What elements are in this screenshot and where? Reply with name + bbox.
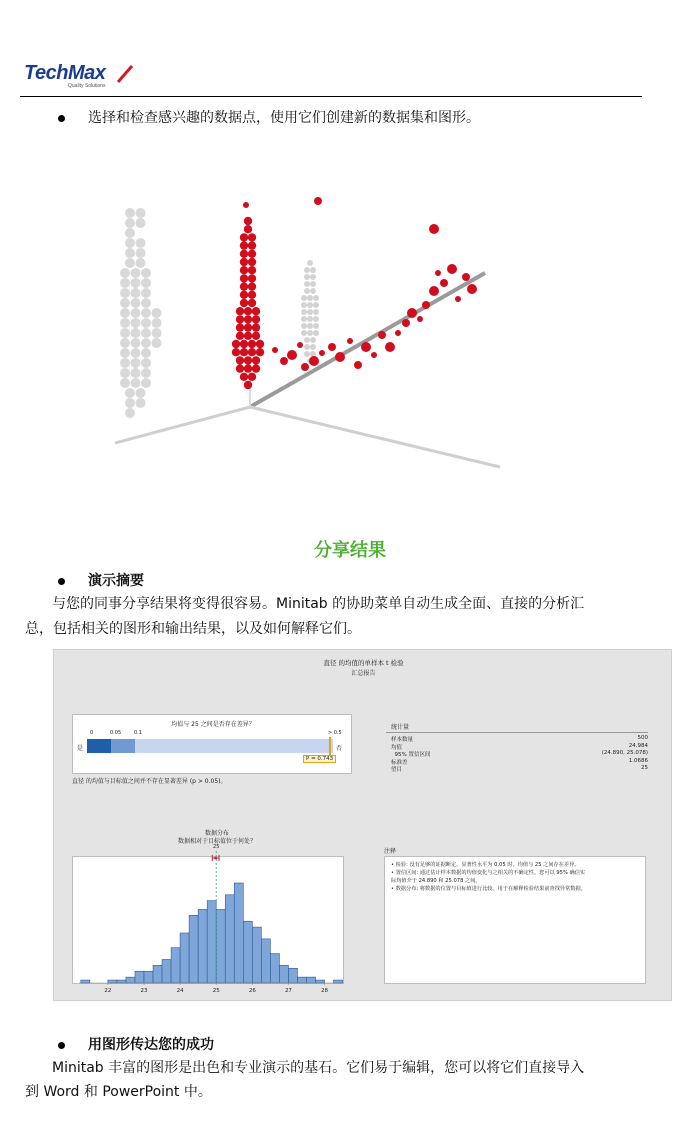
stats-value: 24.984 (628, 742, 648, 749)
grey-dot (136, 208, 146, 218)
grey-dot (304, 337, 310, 343)
red-dot (297, 342, 303, 348)
grey-dot (120, 288, 130, 298)
dist-title: 数据分布 (204, 830, 229, 837)
histogram-bar (307, 977, 316, 983)
histogram-bar (171, 948, 180, 983)
grey-dot (304, 351, 310, 357)
grey-dot (136, 238, 146, 248)
grey-dot (120, 308, 130, 318)
grey-dot (307, 323, 313, 329)
scale-tick-0: 0 (90, 730, 94, 736)
grey-dot (152, 328, 162, 338)
histogram-bar (261, 939, 270, 983)
histogram-bar (243, 921, 252, 983)
minitab-summary-report (53, 649, 672, 1001)
histogram-bar (288, 968, 297, 983)
grey-dot (141, 348, 151, 358)
histogram-bar (135, 971, 144, 983)
red-dot (361, 342, 371, 352)
histogram-bar (162, 959, 171, 983)
red-dot (236, 315, 244, 323)
histogram-bar (108, 980, 117, 983)
grey-dot (152, 308, 162, 318)
grey-dot (120, 338, 130, 348)
histogram-bar (270, 954, 279, 983)
grey-dot (310, 274, 316, 280)
stats-row (391, 758, 648, 766)
data-points-illustration (100, 195, 520, 480)
grey-dot (141, 318, 151, 328)
scale-segment-medium (111, 739, 135, 753)
red-dot (280, 357, 288, 365)
grey-dot (141, 308, 151, 318)
red-dot (248, 233, 256, 241)
red-dot (244, 364, 252, 372)
grey-dot (120, 268, 130, 278)
red-dot (395, 330, 401, 336)
red-dot (335, 352, 345, 362)
stats-label: 望目 (391, 767, 403, 773)
axis-line-trend (250, 273, 485, 407)
stats-heading: 统计量 (391, 724, 410, 731)
scale-no-label: 否 (336, 745, 343, 752)
success-line-2: 到 Word 和 PowerPoint 中。 (25, 1084, 212, 1100)
grey-dot (313, 309, 319, 315)
pvalue-panel (72, 714, 352, 774)
red-dot (467, 284, 477, 294)
red-dot (354, 361, 362, 369)
red-dot (301, 363, 309, 371)
histogram-bar (334, 980, 343, 983)
red-dot (309, 356, 319, 366)
test-conclusion: 直径 的均值与目标值之间并不存在显著差异 (p > 0.05)。 (72, 778, 227, 785)
grey-dot (120, 298, 130, 308)
grey-dot (131, 348, 141, 358)
red-dot (248, 241, 256, 249)
grey-dot (141, 298, 151, 308)
logo-tagline: Quality Solutions (68, 83, 106, 89)
grey-dot (313, 316, 319, 322)
histogram-bar (234, 883, 243, 983)
red-dot (462, 273, 470, 281)
stats-label: 标准差 (391, 759, 408, 766)
grey-dot (304, 281, 310, 287)
red-dot (244, 315, 252, 323)
grey-dot (125, 258, 135, 268)
red-dot (422, 301, 430, 309)
histogram-bar (279, 965, 288, 983)
grey-dot (313, 302, 319, 308)
stats-value: 25 (641, 765, 648, 771)
grey-dot (301, 302, 307, 308)
grey-dot (307, 302, 313, 308)
summary-line-1: 与您的同事分享结果将变得很容易。Minitab 的协助菜单自动生成全面、直接的分析汇 (52, 596, 585, 612)
histogram-chart (73, 844, 345, 997)
grey-dot (310, 281, 316, 287)
grey-dot (310, 337, 316, 343)
red-dot (240, 291, 248, 299)
histogram-bar (207, 901, 216, 983)
red-dot (244, 307, 252, 315)
grey-dot (313, 330, 319, 336)
report-subtitle: 汇总报告 (351, 670, 376, 677)
grey-dot (125, 248, 135, 258)
notes-heading: 注释 (384, 848, 397, 855)
logo-text: TechMax (24, 62, 106, 84)
red-dot (248, 348, 256, 356)
grey-dot (120, 368, 130, 378)
red-dot (244, 381, 252, 389)
grey-dot (136, 248, 146, 258)
red-dot (240, 266, 248, 274)
red-dot (240, 233, 248, 241)
techmax-logo (24, 62, 134, 92)
red-dot (240, 373, 248, 381)
grey-dot (131, 268, 141, 278)
grey-dot (141, 328, 151, 338)
stats-label: 均值 (391, 744, 403, 751)
histogram-bar (81, 980, 90, 983)
red-dot (252, 332, 260, 340)
red-dot (236, 307, 244, 315)
scale-segment-strong (87, 739, 111, 753)
grey-dot (125, 408, 135, 418)
grey-dot (141, 378, 151, 388)
grey-dot (310, 351, 316, 357)
red-dot (455, 296, 461, 302)
stats-value: 1.0686 (628, 757, 648, 764)
stats-row (391, 765, 648, 773)
grey-dot (136, 258, 146, 268)
grey-dot (120, 318, 130, 328)
grey-dot (120, 348, 130, 358)
stats-row (391, 750, 648, 758)
red-dot (447, 264, 457, 274)
histogram-bar (297, 977, 306, 983)
pvalue-marker (329, 737, 331, 755)
notes-panel (384, 856, 646, 984)
red-dot (328, 343, 336, 351)
grey-dot (131, 328, 141, 338)
dist-subtitle: 数据相对于目标值位于何处？ (177, 838, 256, 845)
red-dot (244, 332, 252, 340)
grey-dot (307, 330, 313, 336)
histogram-bar (225, 895, 234, 983)
red-dot (236, 364, 244, 372)
histogram-bar (198, 909, 207, 983)
red-dot (248, 274, 256, 282)
red-dot (236, 323, 244, 331)
grey-dot (131, 368, 141, 378)
red-dot (371, 352, 377, 358)
red-dot (248, 291, 256, 299)
stats-divider (386, 732, 648, 733)
scale-yes-label: 是 (77, 745, 84, 752)
red-dot (314, 197, 322, 205)
red-dot (244, 225, 252, 233)
grey-dot (136, 218, 146, 228)
red-dot (407, 308, 417, 318)
note-4: • 数据分布: 将数据的位置与目标值进行比较。用于在解释检验结果前查找异常数据。 (391, 886, 586, 892)
grey-dot (125, 238, 135, 248)
red-dot (248, 266, 256, 274)
red-dot (256, 340, 264, 348)
red-dot (240, 282, 248, 290)
grey-dot (120, 278, 130, 288)
grey-dot (301, 295, 307, 301)
histogram-bar (216, 909, 225, 983)
grey-dot (125, 208, 135, 218)
red-dot (244, 217, 252, 225)
red-dot (378, 331, 386, 339)
red-dot (248, 299, 256, 307)
scale-tick-005: 0.05 (110, 730, 122, 736)
report-title: 直径 的均值的单样本 t 检验 (323, 659, 404, 667)
red-dot (240, 250, 248, 258)
stats-label: 样本数量 (391, 737, 414, 743)
red-dot (435, 270, 441, 276)
histogram-bar (144, 971, 153, 983)
grey-dot (141, 268, 151, 278)
red-dot (256, 348, 264, 356)
red-dot (236, 356, 244, 364)
histogram-bar (180, 933, 189, 983)
axis-line-left (115, 407, 250, 443)
stats-row (391, 735, 648, 743)
grey-dot (125, 398, 135, 408)
red-dot (417, 316, 423, 322)
red-dot (248, 340, 256, 348)
histogram-bar (117, 980, 126, 983)
stats-value: (24.890, 25.078) (601, 750, 648, 756)
intro-bullet-text: 选择和检查感兴趣的数据点，使用它们创建新的数据集和图形。 (88, 110, 480, 126)
grey-dot (152, 318, 162, 328)
red-dot (402, 319, 410, 327)
red-dot (429, 224, 439, 234)
grey-dot (125, 388, 135, 398)
note-1: • 检验: 没有足够的证据断定，显著性水平为 0.05 时，均值与 25 之间存在差异。 (391, 862, 580, 868)
red-dot (244, 323, 252, 331)
logo-swoosh-icon (116, 64, 134, 84)
red-dot (240, 299, 248, 307)
target-label: 25 (213, 844, 220, 850)
grey-dot (304, 267, 310, 273)
x-tick-label: 25 (212, 988, 220, 994)
red-dot (240, 258, 248, 266)
grey-dot (301, 330, 307, 336)
ci-mean-point (214, 857, 217, 860)
grey-dot (304, 344, 310, 350)
grey-dot (131, 318, 141, 328)
grey-dot (301, 323, 307, 329)
stats-row (391, 743, 648, 751)
x-tick-label: 24 (176, 988, 184, 994)
summary-heading: 演示摘要 (88, 573, 144, 589)
grey-dot (131, 358, 141, 368)
red-dot (319, 350, 325, 356)
grey-dot (125, 218, 135, 228)
note-2: • 置信区间: 通过估计样本数据的均值变化与之相关的不确定性。您可以 95% 确信实 (391, 870, 586, 876)
scale-tick-01: 0.1 (134, 730, 142, 736)
red-dot (240, 241, 248, 249)
grey-dot (131, 288, 141, 298)
scale-segment-weak (135, 739, 333, 753)
grey-dot (307, 309, 313, 315)
red-dot (248, 373, 256, 381)
grey-dot (125, 228, 135, 238)
pvalue-label: P = 0.743 (303, 755, 336, 763)
grey-dot (141, 288, 151, 298)
red-dot (429, 286, 439, 296)
scale-tick-05: > 0.5 (328, 730, 342, 736)
grey-dot (141, 278, 151, 288)
header-rule (20, 96, 642, 97)
red-dot (252, 364, 260, 372)
grey-dot (120, 328, 130, 338)
red-dot (252, 307, 260, 315)
grey-dot (152, 338, 162, 348)
grey-dot (301, 316, 307, 322)
grey-dot (131, 278, 141, 288)
red-dot (385, 342, 395, 352)
grey-dot (310, 267, 316, 273)
red-dot (287, 350, 297, 360)
stats-value: 500 (637, 735, 648, 741)
summary-line-2: 总，包括相关的图形和输出结果，以及如何解释它们。 (25, 621, 361, 637)
test-question: 均值与 25 之间是否存在差异？ (171, 721, 255, 728)
grey-dot (307, 316, 313, 322)
red-dot (248, 258, 256, 266)
red-dot (240, 348, 248, 356)
red-dot (248, 250, 256, 258)
red-dot (240, 274, 248, 282)
red-dot (240, 340, 248, 348)
red-dot (236, 332, 244, 340)
red-dot (347, 338, 353, 344)
red-dot (252, 315, 260, 323)
grey-dot (136, 398, 146, 408)
grey-dot (131, 378, 141, 388)
bullet-dot (58, 1042, 65, 1049)
histogram-bar (126, 977, 135, 983)
x-tick-label: 23 (140, 988, 148, 994)
grey-dot (307, 260, 313, 266)
red-dot (244, 356, 252, 364)
x-tick-label: 28 (321, 988, 329, 994)
bullet-dot (58, 578, 65, 585)
histogram-bar (153, 965, 162, 983)
grey-dot (141, 368, 151, 378)
bullet-dot (58, 115, 65, 122)
stats-table (391, 735, 648, 773)
success-heading: 用图形传达您的成功 (88, 1037, 214, 1053)
red-dot (232, 340, 240, 348)
section-title: 分享结果 (314, 540, 386, 561)
histogram-bar (252, 927, 261, 983)
grey-dot (304, 274, 310, 280)
grey-dot (313, 295, 319, 301)
grey-dot (136, 388, 146, 398)
grey-dot (131, 298, 141, 308)
red-dot (243, 202, 249, 208)
red-dot (440, 279, 448, 287)
red-dot (272, 347, 278, 353)
grey-dot (141, 338, 151, 348)
x-tick-label: 27 (284, 988, 292, 994)
axis-line-right (250, 407, 500, 467)
success-line-1: Minitab 丰富的图形是出色和专业演示的基石。它们易于编辑，您可以将它们直接导入 (52, 1060, 585, 1076)
red-dot (252, 323, 260, 331)
stats-label: 95% 置信区间 (391, 752, 431, 758)
histogram-bar (189, 915, 198, 983)
grey-dot (307, 295, 313, 301)
grey-dot (310, 344, 316, 350)
red-dot (248, 282, 256, 290)
x-tick-label: 26 (248, 988, 256, 994)
grey-dot (310, 288, 316, 294)
grey-dot (313, 323, 319, 329)
grey-dot (131, 308, 141, 318)
note-3: 际均值介于 24.890 和 25.078 之间。 (391, 878, 481, 884)
grey-dot (301, 309, 307, 315)
grey-dot (304, 288, 310, 294)
grey-dot (120, 378, 130, 388)
grey-dot (120, 358, 130, 368)
histogram-panel (72, 844, 344, 994)
red-dot (232, 348, 240, 356)
histogram-bar (316, 980, 325, 983)
grey-dot (141, 358, 151, 368)
grey-dot (131, 338, 141, 348)
x-tick-label: 22 (104, 988, 112, 994)
red-dot (252, 356, 260, 364)
